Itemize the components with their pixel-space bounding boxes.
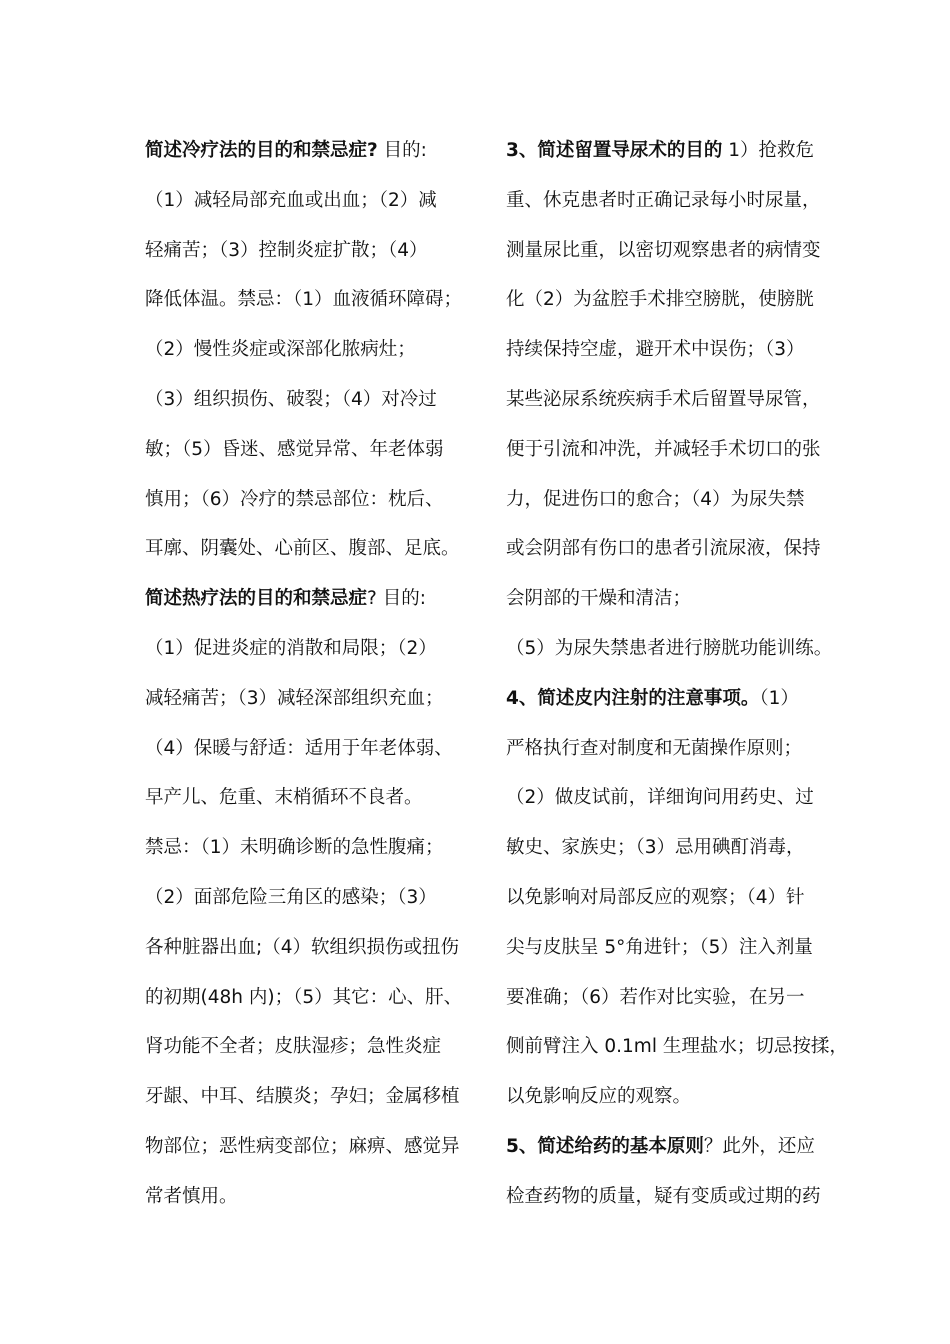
question-heading: 简述冷疗法的目的和禁忌症? <box>145 140 378 161</box>
body-text: 要准确；（6）若作对比实验，在另一 <box>506 986 805 1008</box>
text-line <box>145 973 481 1023</box>
text-line <box>506 275 842 325</box>
body-text: 以免影响对局部反应的观察；（4）针 <box>506 886 805 908</box>
body-text: 力，促进伤口的愈合；（4）为尿失禁 <box>506 488 805 510</box>
body-text: 侧前臂注入 0.1ml 生理盐水；切忌按揉， <box>506 1036 848 1058</box>
question-heading: 3、简述留置导尿术的目的 <box>506 140 723 161</box>
text-line <box>506 873 842 923</box>
body-text: 耳廓、阴囊处、心前区、腹部、足底。 <box>145 538 460 560</box>
body-text: 慎用；（6）冷疗的禁忌部位：枕后、 <box>145 488 444 510</box>
body-text: ？此外，还应 <box>703 1135 815 1157</box>
body-text: 常者慎用。 <box>145 1185 238 1207</box>
text-line <box>506 425 842 475</box>
body-text: 测量尿比重，以密切观察患者的病情变 <box>506 239 821 261</box>
body-text: 检查药物的质量，疑有变质或过期的药 <box>506 1185 821 1207</box>
body-text: 各种脏器出血;（4）软组织损伤或扭伤 <box>145 936 460 958</box>
text-line <box>506 674 842 724</box>
text-line <box>506 1122 842 1172</box>
text-line <box>506 923 842 973</box>
text-line <box>145 873 481 923</box>
text-line <box>145 823 481 873</box>
body-text: 会阴部的干燥和清洁； <box>506 588 692 610</box>
question-heading: 5、简述给药的基本原则 <box>506 1135 704 1157</box>
text-line <box>145 1072 481 1122</box>
text-line <box>506 524 842 574</box>
text-line <box>506 176 842 226</box>
body-text: 早产儿、危重、末梢循环不良者。 <box>145 787 423 809</box>
body-text: （1） <box>759 687 799 709</box>
text-line <box>506 724 842 774</box>
text-line <box>506 973 842 1023</box>
body-text: （1）促进炎症的消散和局限；（2） <box>145 637 437 659</box>
body-text: ? 目的: <box>367 588 426 610</box>
text-line <box>145 1172 481 1222</box>
text-line <box>145 674 481 724</box>
text-line <box>145 325 481 375</box>
text-line <box>506 375 842 425</box>
text-line <box>506 624 842 674</box>
text-line <box>506 1022 848 1072</box>
text-line <box>145 624 481 674</box>
text-line <box>145 126 481 176</box>
body-text: 1）抢救危 <box>722 140 815 161</box>
body-text: 的初期(48h 内)；（5）其它：心、肝、 <box>145 986 463 1008</box>
body-text: 敏史、家族史；（3）忌用碘酊消毒， <box>506 837 805 859</box>
text-line <box>145 375 481 425</box>
body-text: 减轻痛苦；（3）减轻深部组织充血； <box>145 687 444 709</box>
text-line <box>145 574 481 624</box>
body-text: 严格执行查对制度和无菌操作原则； <box>506 737 803 759</box>
text-line <box>506 226 842 276</box>
body-text: 重、休克患者时正确记录每小时尿量， <box>506 189 821 211</box>
question-heading: 4、简述皮内注射的注意事项。 <box>506 687 760 709</box>
text-line <box>506 574 842 624</box>
text-line <box>145 1022 481 1072</box>
body-text: 轻痛苦；（3）控制炎症扩散；（4） <box>145 239 428 261</box>
body-text: 目的: <box>377 140 427 161</box>
body-text: 便于引流和冲洗，并减轻手术切口的张 <box>506 438 821 460</box>
text-line <box>506 126 842 176</box>
text-line <box>145 176 481 226</box>
text-line <box>145 524 481 574</box>
text-line <box>506 1072 842 1122</box>
text-line <box>145 773 481 823</box>
text-line <box>506 773 842 823</box>
left-text-column <box>145 126 481 1222</box>
body-text: 某些泌尿系统疾病手术后留置导尿管， <box>506 388 821 410</box>
body-text: 降低体温。禁忌：（1）血液循环障碍； <box>145 289 463 311</box>
text-line <box>506 823 842 873</box>
text-line <box>145 1122 481 1172</box>
text-line <box>145 226 481 276</box>
text-line <box>145 724 481 774</box>
body-text: （4）保暖与舒适：适用于年老体弱、 <box>145 737 453 759</box>
right-text-column <box>506 126 848 1222</box>
body-text: 敏；（5）昏迷、感觉异常、年老体弱 <box>145 438 444 460</box>
text-line <box>506 1172 842 1222</box>
text-line <box>145 475 481 525</box>
text-line <box>145 275 481 325</box>
text-line <box>145 923 481 973</box>
text-line <box>506 325 842 375</box>
body-text: 以免影响反应的观察。 <box>506 1086 692 1108</box>
body-text: 尖与皮肤呈 5°角进针；（5）注入剂量 <box>506 936 813 958</box>
body-text: 禁忌：（1）未明确诊断的急性腹痛； <box>145 837 444 859</box>
body-text: （2）慢性炎症或深部化脓病灶； <box>145 339 416 361</box>
body-text: 牙龈、中耳、结膜炎；孕妇；金属移植 <box>145 1086 460 1108</box>
body-text: （2）面部危险三角区的感染；（3） <box>145 886 437 908</box>
body-text: 持续保持空虚，避开术中误伤；（3） <box>506 339 805 361</box>
body-text: 肾功能不全者；皮肤湿疹；急性炎症 <box>145 1036 442 1058</box>
body-text: 化（2）为盆腔手术排空膀胱，使膀胱 <box>506 289 814 311</box>
question-heading: 简述热疗法的目的和禁忌症 <box>145 588 368 610</box>
body-text: 或会阴部有伤口的患者引流尿液，保持 <box>506 538 821 560</box>
body-text: （3）组织损伤、破裂；（4）对冷过 <box>145 388 437 410</box>
body-text: （1）减轻局部充血或出血；（2）减 <box>145 189 437 211</box>
body-text: 物部位；恶性病变部位；麻痹、感觉异 <box>145 1135 460 1157</box>
text-line <box>145 425 481 475</box>
body-text: （2）做皮试前，详细询问用药史、过 <box>506 787 814 809</box>
text-line <box>506 475 842 525</box>
body-text: （5）为尿失禁患者进行膀胱功能训练。 <box>506 637 833 659</box>
